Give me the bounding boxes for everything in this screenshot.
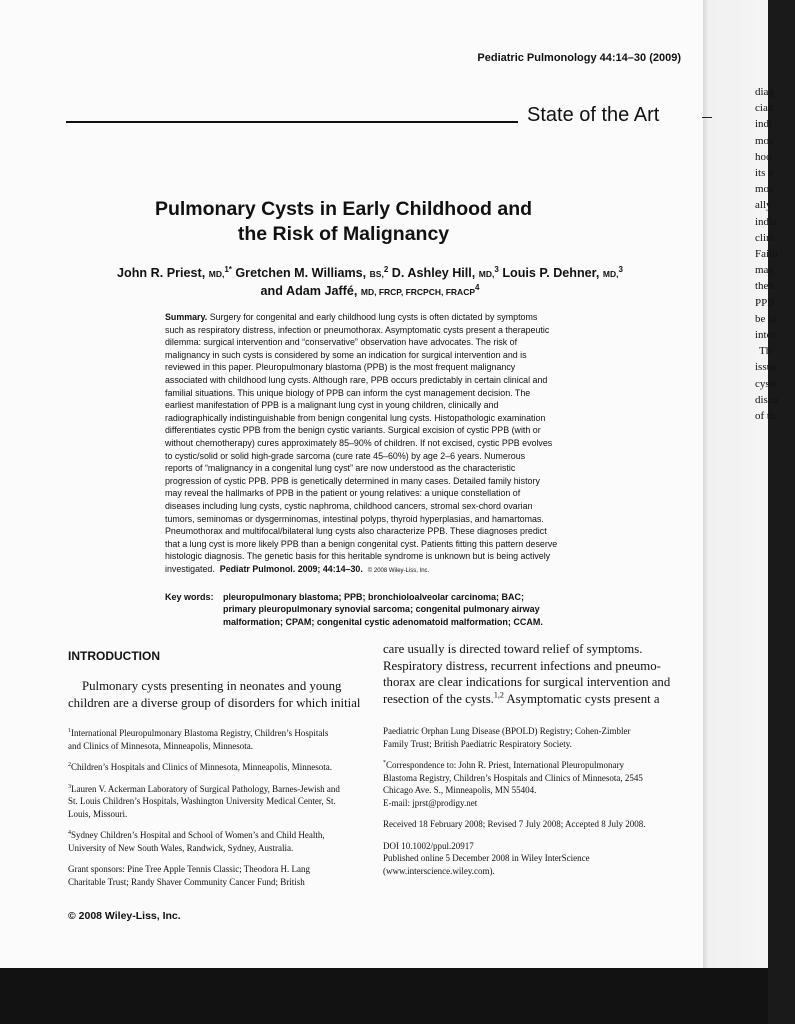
body-line: care usually is directed toward relief of symptoms. (383, 642, 643, 656)
footnotes-left (68, 727, 370, 897)
abstract-line: reports of “malignancy in a congenital lung cyst” are now understood as the characteristic (165, 463, 516, 474)
abstract-line: Summary. Surgery for congenital and early childhood lung cysts is often dictated by symptoms (165, 312, 538, 322)
abstract-line: tumors, seminomas or dysgerminomas, intestinal polyps, thyroid hyperplasias, and hamartomas. (165, 513, 544, 524)
footnote: DOI 10.1002/ppul.20917 Published online 5 December 2008 in Wiley InterScience (www.interscience.wiley.com). (383, 840, 590, 876)
intro-left-text (68, 678, 370, 711)
author-name: John R. Priest, (117, 266, 206, 280)
abstract-line: earliest manifestation of PPB is a malignant lung cyst in young children, clinically and (165, 400, 499, 411)
title-line: Pulmonary Cysts in Early Childhood and (154, 198, 533, 220)
abstract-line: to cystic/solid or solid high-grade sarcoma (cure rate 45–60%) by age 2–6 years. Numerous (165, 450, 526, 461)
adjacent-page-fragment: discu (755, 393, 779, 406)
author-line (70, 265, 670, 283)
article-title (60, 197, 627, 247)
adjacent-page-fragment: be ta (755, 312, 777, 325)
abstract-label: Summary. (165, 312, 208, 322)
body-line: resection of the cysts.$^{1,2}$ Asymptomatic cysts present a (383, 690, 660, 706)
adjacent-page-fragment: clini (755, 231, 775, 244)
body-line: thorax are clear indications for surgical intervention and (383, 675, 671, 689)
title-line: the Risk of Malignancy (237, 223, 450, 245)
page-copyright: © 2008 Wiley-Liss, Inc. (68, 910, 181, 922)
footnote-marker: 3 (68, 783, 71, 790)
body-line: children are a diverse group of disorders for which initial (68, 695, 361, 710)
footnote: $^4$Sydney Children’s Hospital and School of Women’s and Child Health, University of New South Wales, Randwick, Sydney, Australia. (68, 830, 325, 853)
adjacent-page-fragment: inter (755, 329, 776, 342)
abstract-copyright: © 2008 Wiley-Liss, Inc. (367, 567, 430, 574)
abstract-line: Pneumothorax and multifocal/bilateral lung cysts also characterize PPB. These diagnoses predict (165, 526, 547, 537)
author-name: Gretchen M. Williams, (235, 266, 367, 280)
footnote: $^1$International Pleuropulmonary Blastoma Registry, Children’s Hospitals and Clinics of Minnesota, Minneapolis, Minnesota. (68, 728, 329, 751)
abstract-line: progression of cystic PPB. PPB is genetically determined in many cases. Detailed family history (165, 475, 540, 486)
author-affiliation: 3 (494, 264, 499, 274)
keywords-line: malformation; CPAM; congenital cystic adenomatoid malformation; CCAM. (223, 616, 543, 627)
author-degree: BS, (369, 269, 384, 279)
adjacent-page-fragment: indis (755, 215, 777, 228)
author-affiliation: 4 (475, 282, 480, 292)
abstract-line: dilemma: surgical intervention and “conservative” observation have advocates. The risk of (165, 337, 518, 348)
header-rule (66, 121, 518, 123)
author-prefix: and (260, 284, 283, 298)
abstract-line: familial situations. This unique biology of PPB can inform the cyst management decision. The (165, 387, 531, 398)
scan-background (0, 968, 768, 1024)
author-name: Louis P. Dehner, (502, 266, 600, 280)
author-name: D. Ashley Hill, (391, 266, 476, 280)
author-affiliation: 1* (224, 264, 232, 274)
author-affiliation: 2 (383, 264, 389, 274)
footnote-marker: * (383, 760, 386, 766)
keywords-line: Key words: pleuropulmonary blastoma; PPB; bronchioloalveolar carcinoma; BAC; (165, 592, 525, 602)
keywords-label: Key words: (165, 592, 214, 602)
adjacent-page-fragment: its e (755, 167, 774, 180)
author-degree: MD, (478, 269, 495, 279)
abstract-line: that a lung cyst is more likely PPB than a benign congenital cyst. Patients fitting this pattern deserve (165, 538, 558, 549)
intro-right-text (383, 641, 685, 707)
keywords-line: primary pleuropulmonary synovial sarcoma; congenital pulmonary airway (223, 604, 540, 615)
footnote: $^2$Children’s Hospitals and Clinics of Minnesota, Minneapolis, Minnesota. (68, 762, 332, 772)
abstract-line: reviewed in this paper. Pleuropulmonary blastoma (PPB) is the most frequent malignancy (165, 362, 516, 373)
adjacent-page-fragment: cian (755, 102, 774, 115)
body-line: Pulmonary cysts presenting in neonates and young (82, 679, 342, 693)
author-list (70, 265, 670, 301)
adjacent-page-fragment: cysts (755, 377, 777, 390)
footnote: Received 18 February 2008; Revised 7 July 2008; Accepted 8 July 2008. (383, 819, 646, 829)
abstract-line: may reveal the hallmarks of PPB in the patient or young relatives: a unique constellation of (165, 488, 521, 499)
adjacent-page-fragment: theh (755, 280, 774, 293)
footnote-marker: 1 (68, 728, 71, 734)
abstract-line: differentiates cystic PPB from the benign cystic variants. Surgical excision of cystic PPB (with or (165, 425, 541, 436)
adjacent-page-fragment: Th (759, 345, 772, 358)
section-label: State of the Art (527, 104, 660, 126)
footnote-marker: 2 (68, 762, 71, 768)
author-affiliation: 3 (618, 264, 623, 274)
section-heading: INTRODUCTION (68, 649, 160, 663)
adjacent-page-fragment: indi (755, 118, 773, 131)
author-line (70, 283, 670, 301)
abstract-line: such as respiratory distress, infection or pneumothorax. Asymptomatic cysts present a therapeutic (165, 324, 550, 335)
citation-ref: 1,2 (493, 690, 504, 700)
adjacent-page-fragment: mos (755, 134, 774, 147)
abstract-line: diseases including lung cysts, cystic naphroma, childhood cancers, stromal sex-chord ovarian (165, 500, 533, 511)
footnote: Paediatric Orphan Lung Disease (BPOLD) Registry; Cohen-Zimbler Family Trust; British Paediatric Respiratory Society. (383, 726, 631, 749)
journal-citation: Pediatric Pulmonology 44:14–30 (2009) (477, 52, 681, 64)
abstract-line: associated with childhood lung cysts. Although rare, PPB occurs predictably in certain clinical and (165, 374, 548, 385)
adjacent-page-fragment: may (755, 264, 774, 277)
adjacent-page-fragment: mos (755, 183, 774, 196)
footnotes-right (383, 725, 685, 886)
adjacent-page-fragment: Failu (755, 248, 778, 261)
abstract-line: without chemotherapy) cures approximately 85–90% of children. If not excised, cystic PPB evolves (165, 437, 553, 448)
author-degree: MD, (602, 269, 619, 279)
body-line: Respiratory distress, recurrent infections and pneumo- (383, 658, 661, 673)
footnote-marker: 4 (68, 830, 71, 836)
adjacent-page-fragment: hoo (755, 150, 772, 163)
abstract-line: histologic diagnosis. The genetic basis for this heritable syndrome is unknown but is being actively (165, 551, 551, 562)
abstract-line: investigated. Pediatr Pulmonol. 2009; 44:14–30. © 2008 Wiley-Liss, Inc. (165, 563, 430, 574)
adjacent-page-fragment: issue (755, 361, 777, 374)
keywords (165, 591, 590, 628)
footnote: Grant sponsors: Pine Tree Apple Tennis Classic; Theodora H. Lang Charitable Trust; Randy Shaver Community Cancer Fund; British (68, 864, 311, 887)
adjacent-page-text (755, 84, 795, 424)
adjacent-page-fragment: ally (755, 199, 772, 212)
abstract (165, 311, 585, 577)
author-degree: MD, FRCP, FRCPCH, FRACP (360, 287, 475, 297)
page-edge-mark (702, 117, 712, 118)
adjacent-page-edge (703, 0, 779, 968)
footnote: $^3$Lauren V. Ackerman Laboratory of Surgical Pathology, Barnes-Jewish and St. Louis Children’s Hospitals, Washington University Medical Center, St. Louis, Missouri. (68, 783, 340, 819)
abstract-line: radiographically indistinguishable from benign congenital lung cysts. Histopathologic examination (165, 412, 546, 423)
adjacent-page-fragment: of th (755, 410, 776, 423)
author-degree: MD, (208, 269, 225, 279)
footnote: *Correspondence to: John R. Priest, International Pleuropulmonary Blastoma Registry, Children’s Hospitals and Clinics of Minnesota, 2545 Chicago Ave. S., Minneapolis, MN 55404. E-mail: jprst@prodigy.net (383, 760, 643, 808)
adjacent-page-fragment: diag (755, 86, 774, 98)
abstract-citation: Pediatr Pulmonol. 2009; 44:14–30. (219, 563, 363, 574)
adjacent-page-fragment: PPB (755, 296, 775, 309)
author-name: Adam Jaffé, (285, 284, 358, 298)
abstract-line: malignancy in such cysts is considered by some an indication for surgical intervention and is (165, 349, 527, 360)
